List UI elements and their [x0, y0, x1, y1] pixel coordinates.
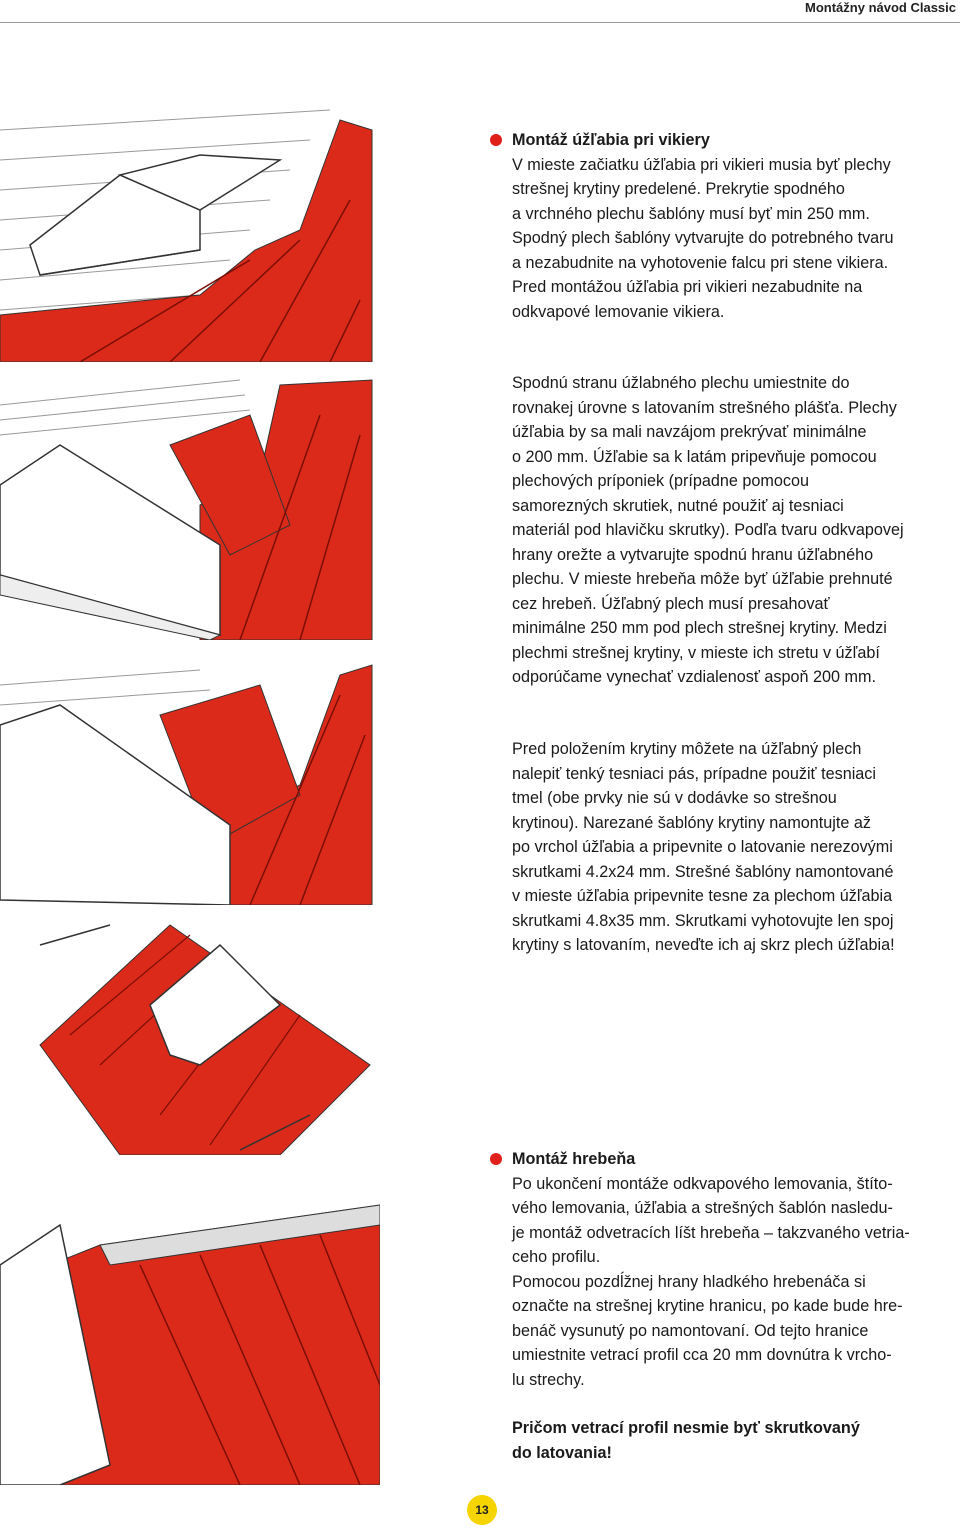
section-ridge-installation: [512, 1147, 957, 1392]
text-line: vého lemovania, úžľabia a strešných šablón nasledu-: [512, 1199, 893, 1217]
text-line: skrutkami 4.2x24 mm. Strešné šablóny namontované: [512, 862, 894, 881]
text-line: hrany orežte a vytvarujte spodnú hranu úžľabného: [512, 545, 874, 564]
ridge-illustration: [0, 1185, 380, 1485]
text-line: Pred montážou úžľabia pri vikieri nezabudnite na: [512, 278, 863, 296]
text-line: po vrchol úžľabia a pripevnite o latovanie nerezovými: [512, 838, 893, 856]
text-line: skrutkami 4.8x35 mm. Skrutkami vyhotovujte len spoj: [512, 911, 894, 930]
ridge-warning-note: [512, 1416, 957, 1465]
header-divider: [0, 22, 960, 23]
page-number-badge: 13: [467, 1495, 497, 1525]
section-heading-text: Montáž hrebeňa: [512, 1150, 636, 1168]
text-line: tmel (obe prvky nie sú v dodávke so strešnou: [512, 789, 837, 807]
text-line: strešnej krytiny predelené. Prekrytie spodného: [512, 180, 845, 198]
text-line: krytinou). Narezané šablóny krytiny namontujte až: [512, 813, 871, 832]
text-line: je montáž odvetracích líšt hrebeňa – takzvaného vetria-: [512, 1223, 910, 1242]
section-heading-text: Montáž úžľabia pri vikiery: [512, 131, 710, 149]
text-line: plechových príponiek (prípadne pomocou: [512, 472, 809, 490]
text-line: v mieste úžľabia pripevnite tesne za plechom úžľabia: [512, 887, 893, 905]
text-line: odkvapové lemovanie vikiera.: [512, 302, 725, 321]
text-line: plechmi strešnej krytiny, v mieste ich stretu v úžľabí: [512, 643, 880, 662]
bullet-icon: [490, 1153, 502, 1165]
section-sealing-and-fixing: [512, 737, 957, 958]
text-line: úžľabia by sa mali navzájom prekrývať minimálne: [512, 423, 867, 441]
text-line: ceho profilu.: [512, 1248, 601, 1266]
text-line: umiestnite vetrací profil cca 20 mm dovnútra k vrcho-: [512, 1346, 892, 1364]
bullet-icon: [490, 134, 502, 146]
dormer-valley-illustration-1: [0, 100, 380, 362]
text-line: krytiny s latovaním, neveďte ich aj skrz plech úžľabia!: [512, 936, 895, 954]
section-valley-at-dormer: [512, 128, 957, 324]
text-line: lu strechy.: [512, 1370, 585, 1389]
section-heading: [512, 1147, 957, 1172]
text-line: Pred položením krytiny môžete na úžľabný plech: [512, 740, 862, 758]
text-line: materiál pod hlavičku skrutky). Podľa tvaru odkvapovej: [512, 521, 904, 539]
text-line: nalepiť tenký tesniaci pás, prípadne použiť tesniaci: [512, 764, 876, 783]
text-line: Po ukončení montáže odkvapového lemovania, štíto-: [512, 1174, 893, 1193]
note-line: Pričom vetrací profil nesmie byť skrutkovaný: [512, 1419, 860, 1437]
text-line: V mieste začiatku úžľabia pri vikieri musia byť plechy: [512, 155, 891, 174]
note-line: do latovania!: [512, 1443, 612, 1462]
text-line: Spodnú stranu úžlabného plechu umiestnite do: [512, 374, 850, 392]
text-line: plechu. V mieste hrebeňa môže byť úžľabie prehnuté: [512, 570, 893, 588]
section-valley-sheet-placement: [512, 371, 957, 690]
dormer-valley-illustration-3: [0, 655, 380, 905]
text-line: o 200 mm. Úžľabie sa k latám pripevňuje pomocou: [512, 447, 877, 466]
dormer-valley-illustration-2: [0, 375, 380, 640]
section-heading: [512, 128, 957, 153]
text-line: Spodný plech šablóny vytvarujte do potrebného tvaru: [512, 229, 894, 247]
text-line: rovnakej úrovne s latovaním strešného plášťa. Plechy: [512, 398, 897, 417]
text-line: označte na strešnej krytine hranicu, po kade bude hre-: [512, 1297, 903, 1315]
dormer-roof-overview-illustration: [0, 915, 380, 1155]
text-line: benáč vysunutý po namontovaní. Od tejto hranice: [512, 1321, 869, 1340]
text-line: odporúčame vynechať vzdialenosť aspoň 200 mm.: [512, 668, 876, 686]
text-line: minimálne 250 mm pod plech strešnej krytiny. Medzi: [512, 619, 887, 637]
text-line: samorezných skrutiek, nutné použiť aj tesniaci: [512, 496, 844, 515]
text-line: a vrchného plechu šablóny musí byť min 250 mm.: [512, 204, 870, 223]
text-line: Pomocou pozdĺžnej hrany hladkého hrebenáča si: [512, 1272, 866, 1291]
text-line: cez hrebeň. Úžľabný plech musí presahovať: [512, 594, 830, 613]
text-line: a nezabudnite na vyhotovenie falcu pri stene vikiera.: [512, 253, 889, 272]
running-header-title: Montážny návod Classic: [805, 0, 956, 15]
